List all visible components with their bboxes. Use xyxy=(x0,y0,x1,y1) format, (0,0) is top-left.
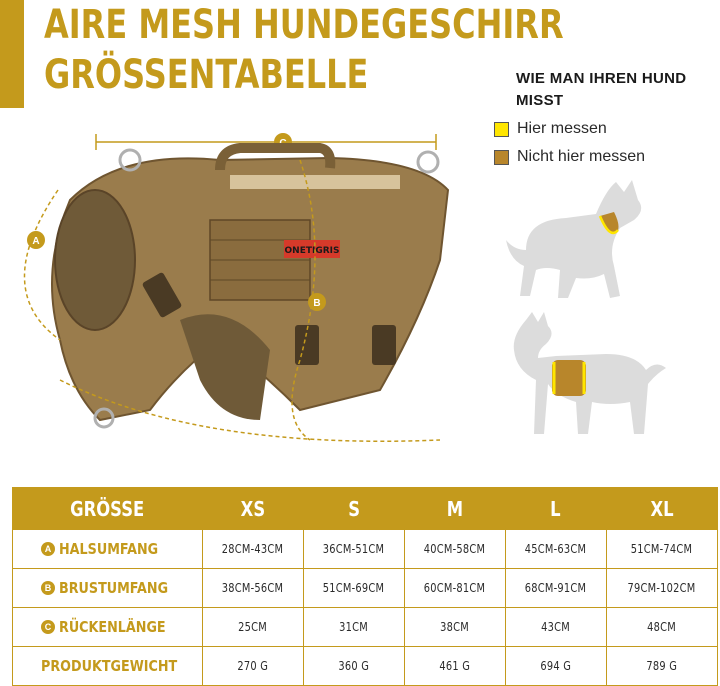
header-xs: XS xyxy=(203,488,304,530)
table-cell: 60CM-81CM xyxy=(404,569,505,608)
badge-c-icon: C xyxy=(41,620,55,634)
badge-a-icon: A xyxy=(41,542,55,556)
table-cell: 68CM-91CM xyxy=(505,569,606,608)
table-cell: 360 G xyxy=(303,647,404,686)
legend-label: Nicht hier messen xyxy=(517,148,646,165)
how-to-measure-title: WIE MAN IHREN HUND MISST xyxy=(516,70,687,109)
legend-not-here xyxy=(494,148,645,166)
row-label-brustumfang: B BRUSTUMFANG xyxy=(13,569,203,608)
header-size: GRÖSSE xyxy=(13,488,203,530)
header-xl: XL xyxy=(606,488,717,530)
marker-b-label: B xyxy=(313,298,321,309)
dog-neck-icon xyxy=(506,180,641,298)
table-cell: 48CM xyxy=(606,608,717,647)
table-row xyxy=(13,569,718,608)
table-cell: 45CM-63CM xyxy=(505,530,606,569)
table-cell: 694 G xyxy=(505,647,606,686)
marker-c-label: C xyxy=(279,138,287,149)
row-label-halsumfang: A HALSUMFANG xyxy=(13,530,203,569)
table-cell: 40CM-58CM xyxy=(404,530,505,569)
table-cell: 461 G xyxy=(404,647,505,686)
table-cell: 25CM xyxy=(203,608,304,647)
table-row xyxy=(13,530,718,569)
table-row xyxy=(13,608,718,647)
table-cell: 79CM-102CM xyxy=(606,569,717,608)
table-row xyxy=(13,647,718,686)
page-subtitle: GRÖSSENTABELLE xyxy=(44,52,369,98)
row-label-rueckenlaenge: C RÜCKENLÄNGE xyxy=(13,608,203,647)
table-cell: 31CM xyxy=(303,608,404,647)
table-header-row xyxy=(13,488,718,530)
table-cell: 51CM-74CM xyxy=(606,530,717,569)
table-cell: 28CM-43CM xyxy=(203,530,304,569)
brown-swatch-icon xyxy=(494,150,509,165)
table-cell: 38CM xyxy=(404,608,505,647)
brand-label: ONETIGRIS xyxy=(284,246,340,256)
table-cell: 36CM-51CM xyxy=(303,530,404,569)
header-s: S xyxy=(303,488,404,530)
harness-image xyxy=(0,120,480,450)
table-cell: 38CM-56CM xyxy=(203,569,304,608)
dog-measure-illustration xyxy=(496,170,716,450)
legend-measure-here xyxy=(494,120,607,138)
size-chart-table xyxy=(12,487,718,686)
table-cell: 51CM-69CM xyxy=(303,569,404,608)
table-cell: 789 G xyxy=(606,647,717,686)
row-label-produktgewicht: PRODUKTGEWICHT xyxy=(13,647,203,686)
badge-b-icon: B xyxy=(41,581,55,595)
marker-a-label: A xyxy=(32,236,40,247)
legend-label: Hier messen xyxy=(517,120,607,137)
yellow-swatch-icon xyxy=(494,122,509,137)
page-title: AIRE MESH HUNDEGESCHIRR xyxy=(44,2,564,48)
accent-bar xyxy=(0,0,24,108)
table-cell: 43CM xyxy=(505,608,606,647)
table-cell: 270 G xyxy=(203,647,304,686)
header-m: M xyxy=(404,488,505,530)
dog-chest-icon xyxy=(514,312,666,434)
header-l: L xyxy=(505,488,606,530)
